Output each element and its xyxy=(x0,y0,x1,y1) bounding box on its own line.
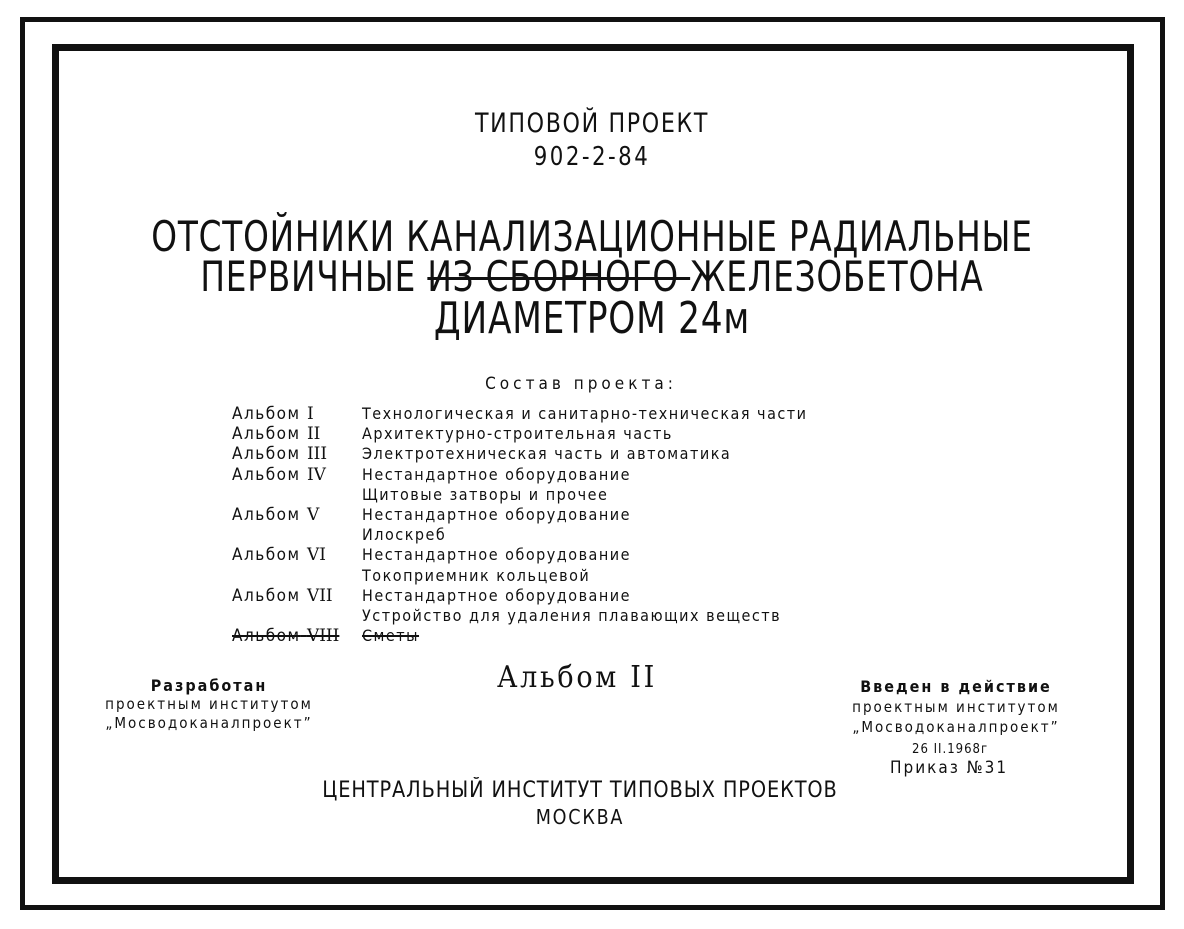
album-label xyxy=(232,545,362,565)
album-label-spacer xyxy=(232,566,362,586)
album-label xyxy=(232,626,362,646)
introduced-line-2: „Мосводоканалпроект” xyxy=(852,718,1060,736)
project-number: 902-2-84 xyxy=(533,142,651,172)
album-row xyxy=(232,586,808,606)
album-description: Устройство для удаления плавающих веществ xyxy=(362,605,782,625)
introduced-order: Приказ №31 xyxy=(890,758,1009,778)
developed-by-block xyxy=(84,676,334,733)
current-album-label: Альбом II xyxy=(497,660,658,695)
album-label-spacer xyxy=(232,485,362,505)
album-numeral: I xyxy=(306,404,314,424)
album-label xyxy=(232,404,362,424)
developed-by-heading: Разработан xyxy=(150,676,268,695)
album-row xyxy=(232,545,808,565)
introduced-block xyxy=(826,677,1086,737)
album-word: Альбом xyxy=(232,444,301,465)
series-title: ТИПОВОЙ ПРОЕКТ xyxy=(474,108,709,139)
album-numeral: V xyxy=(306,504,320,525)
album-word: Альбом xyxy=(232,464,301,485)
album-word: Альбом xyxy=(232,626,301,647)
album-description: Илоскреб xyxy=(362,525,447,545)
album-row xyxy=(232,606,808,626)
album-row xyxy=(232,566,808,586)
album-list xyxy=(232,404,808,646)
album-numeral: II xyxy=(306,424,321,445)
album-label-spacer xyxy=(232,525,362,545)
album-description: Нестандартное оборудование xyxy=(362,504,631,524)
album-row xyxy=(232,444,808,464)
developed-by-line-1: проектным институтом xyxy=(105,695,313,713)
album-label xyxy=(232,465,362,485)
publisher-name: ЦЕНТРАЛЬНЫЙ ИНСТИТУТ ТИПОВЫХ ПРОЕКТОВ xyxy=(322,778,838,803)
album-row xyxy=(232,505,808,525)
album-word: Альбом xyxy=(232,504,301,525)
album-row xyxy=(232,626,808,646)
album-word: Альбом xyxy=(232,585,301,606)
album-label xyxy=(232,424,362,444)
album-row xyxy=(232,424,808,444)
introduced-heading: Введен в действие xyxy=(860,677,1052,696)
album-numeral: IV xyxy=(306,464,326,485)
developed-by-line-2: „Мосводоканалпроект” xyxy=(105,714,313,732)
contents-heading: Состав проекта: xyxy=(485,374,677,394)
publisher-city: МОСКВА xyxy=(535,805,625,829)
album-description: Токоприемник кольцевой xyxy=(362,565,591,585)
album-word: Альбом xyxy=(232,404,301,424)
album-description: Нестандартное оборудование xyxy=(362,545,631,565)
album-word: Альбом xyxy=(232,545,301,566)
album-numeral: VI xyxy=(306,545,326,566)
album-label xyxy=(232,444,362,464)
introduced-line-1: проектным институтом xyxy=(852,698,1060,716)
album-row xyxy=(232,465,808,485)
album-label xyxy=(232,505,362,525)
album-description: Нестандартное оборудование xyxy=(362,464,631,484)
album-description: Электротехническая часть и автоматика xyxy=(362,444,732,464)
album-row xyxy=(232,525,808,545)
album-row xyxy=(232,404,808,424)
album-description: Архитектурно-строительная часть xyxy=(362,424,673,444)
album-row xyxy=(232,485,808,505)
album-description: Сметы xyxy=(362,626,420,646)
album-numeral: VII xyxy=(306,585,333,606)
project-title-struck-text: ИЗ СБОРНОГО xyxy=(427,252,691,301)
album-numeral: VIII xyxy=(306,626,340,647)
album-label-spacer xyxy=(232,606,362,626)
album-description: Щитовые затворы и прочее xyxy=(362,484,609,504)
album-description: Нестандартное оборудование xyxy=(362,585,631,605)
project-title-line-2-suffix: ЖЕЛЕЗОБЕТОНА xyxy=(690,252,984,301)
album-description: Технологическая и санитарно-техническая части xyxy=(362,404,808,423)
project-title-line-3: ДИАМЕТРОМ 24м xyxy=(433,293,751,344)
album-label xyxy=(232,586,362,606)
album-numeral: III xyxy=(306,444,328,465)
album-word: Альбом xyxy=(232,424,301,445)
project-title-line-2-prefix: ПЕРВИЧНЫЕ xyxy=(200,252,428,301)
introduced-date: 26 II.1968г xyxy=(912,742,989,757)
project-title-line-1: ОТСТОЙНИКИ КАНАЛИЗАЦИОННЫЕ РАДИАЛЬНЫЕ xyxy=(151,212,1033,261)
